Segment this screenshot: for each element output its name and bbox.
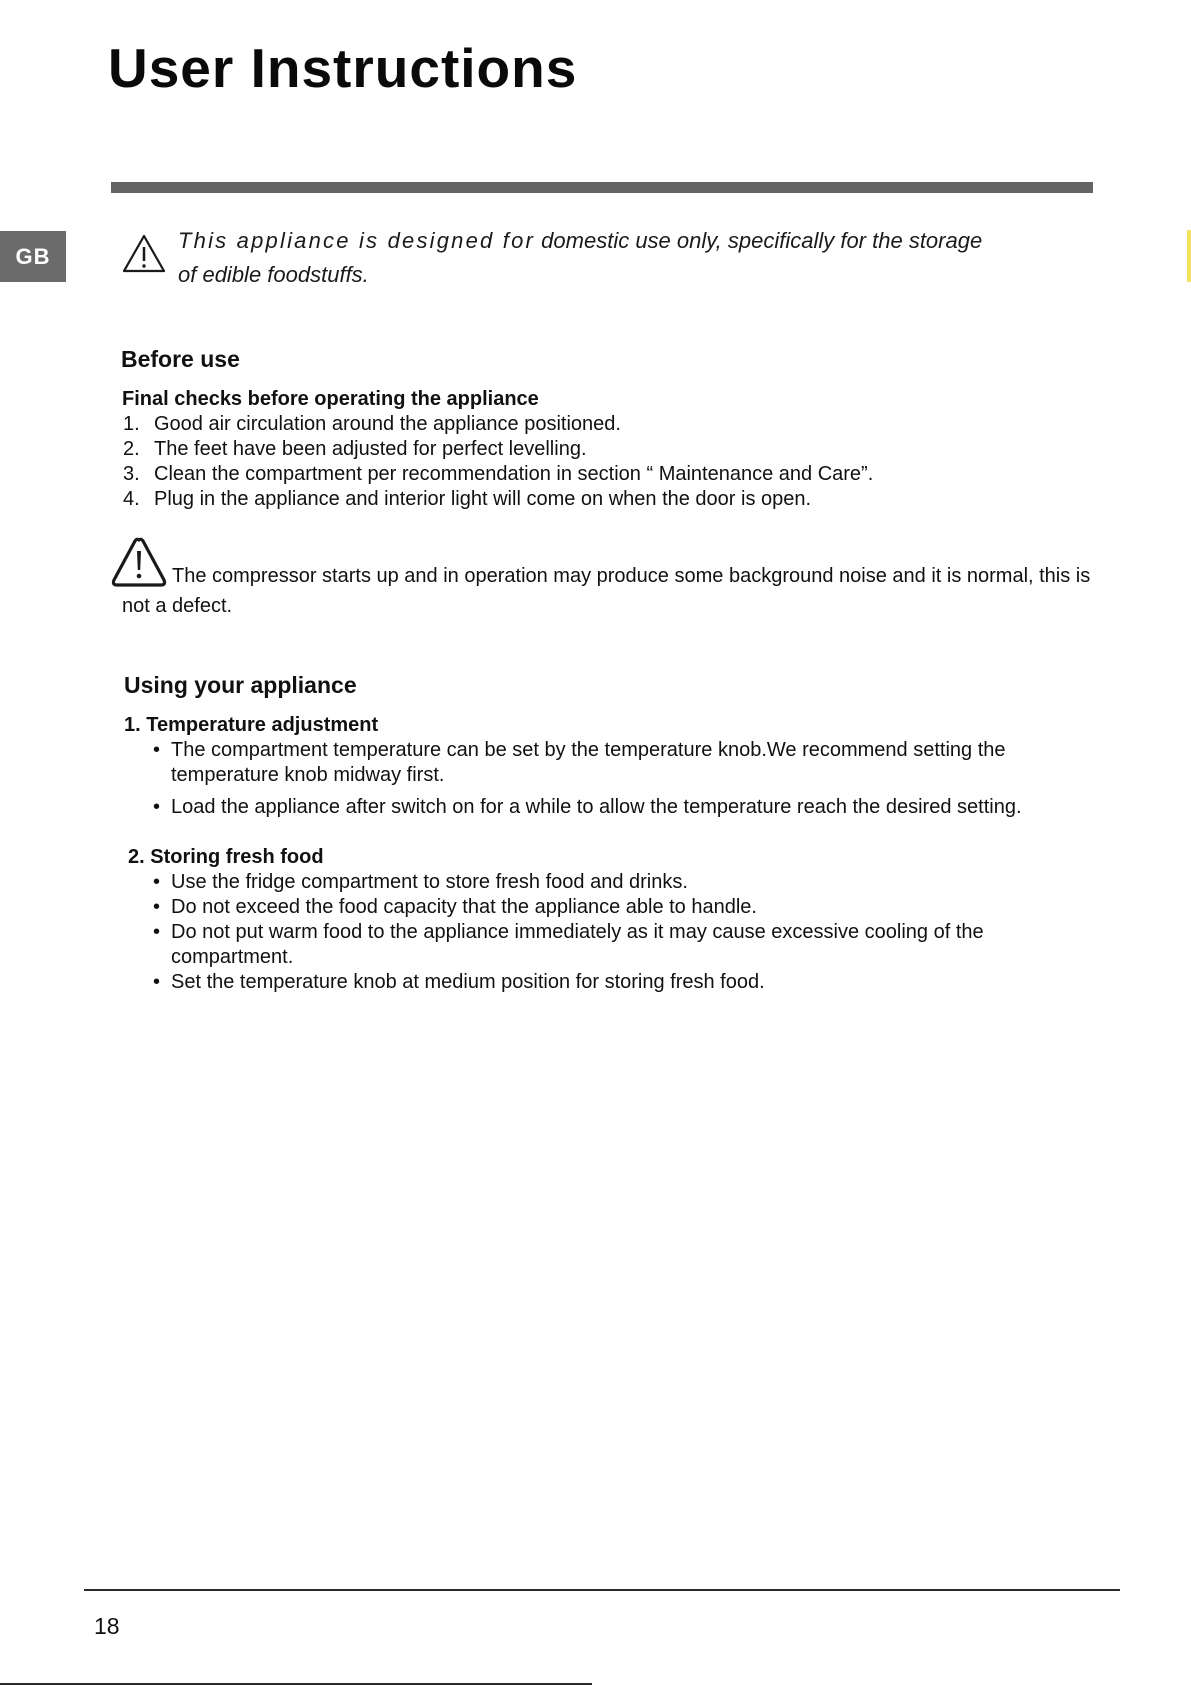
- list-item: • The compartment temperature can be set by the temperature knob.We recommend setting the temperature knob midway first.: [153, 738, 1113, 788]
- step-text: Plug in the appliance and interior light will come on when the door is open.: [154, 488, 812, 510]
- temperature-list: [153, 738, 1113, 820]
- notice-text: [178, 224, 998, 292]
- final-checks-list: [123, 412, 1123, 512]
- step-text: The feet have been adjusted for perfect levelling.: [154, 438, 587, 460]
- list-item: • Do not exceed the food capacity that the appliance able to handle.: [153, 895, 1103, 920]
- list-item: [123, 462, 1123, 487]
- list-item: [123, 487, 1123, 512]
- subheading-temperature: 1. Temperature adjustment: [124, 714, 379, 736]
- subheading-final-checks: Final checks before operating the appliance: [122, 388, 539, 410]
- section-heading-using: Using your appliance: [124, 672, 357, 698]
- list-item: • Use the fridge compartment to store fresh food and drinks.: [153, 870, 1103, 895]
- language-tab: GB: [0, 231, 66, 282]
- compressor-warning-text: The compressor starts up and in operation may produce some background noise and it is normal, this is not a defect.: [122, 565, 1091, 617]
- list-item: [123, 412, 1123, 437]
- list-item: • Set the temperature knob at medium position for storing fresh food.: [153, 970, 1103, 995]
- list-item: [123, 437, 1123, 462]
- warning-triangle-icon: [122, 234, 166, 274]
- edge-marker: [1187, 230, 1191, 282]
- subheading-storing: 2. Storing fresh food: [128, 846, 324, 868]
- step-text: Good air circulation around the appliance positioned.: [154, 413, 621, 435]
- notice-text-spaced: This appliance is designed for: [178, 228, 536, 253]
- storing-list: [153, 870, 1103, 995]
- page-number: 18: [94, 1613, 120, 1639]
- title-divider: [111, 182, 1093, 193]
- step-number: 4.: [123, 488, 140, 510]
- page-title: User Instructions: [108, 37, 578, 99]
- list-item: • Load the appliance after switch on for a while to allow the temperature reach the desired setting.: [153, 795, 1113, 820]
- step-text: Clean the compartment per recommendation in section “ Maintenance and Care”.: [154, 463, 874, 485]
- step-number: 2.: [123, 438, 140, 460]
- list-item: • Do not put warm food to the appliance immediately as it may cause excessive cooling of the compartment.: [153, 920, 1103, 970]
- section-heading-before-use: Before use: [121, 346, 240, 372]
- step-number: 1.: [123, 413, 140, 435]
- step-number: 3.: [123, 463, 140, 485]
- footer-divider: [84, 1589, 1120, 1591]
- notice-text-rest: domestic use only, specifically for the storage of edible foodstuffs.: [178, 228, 983, 287]
